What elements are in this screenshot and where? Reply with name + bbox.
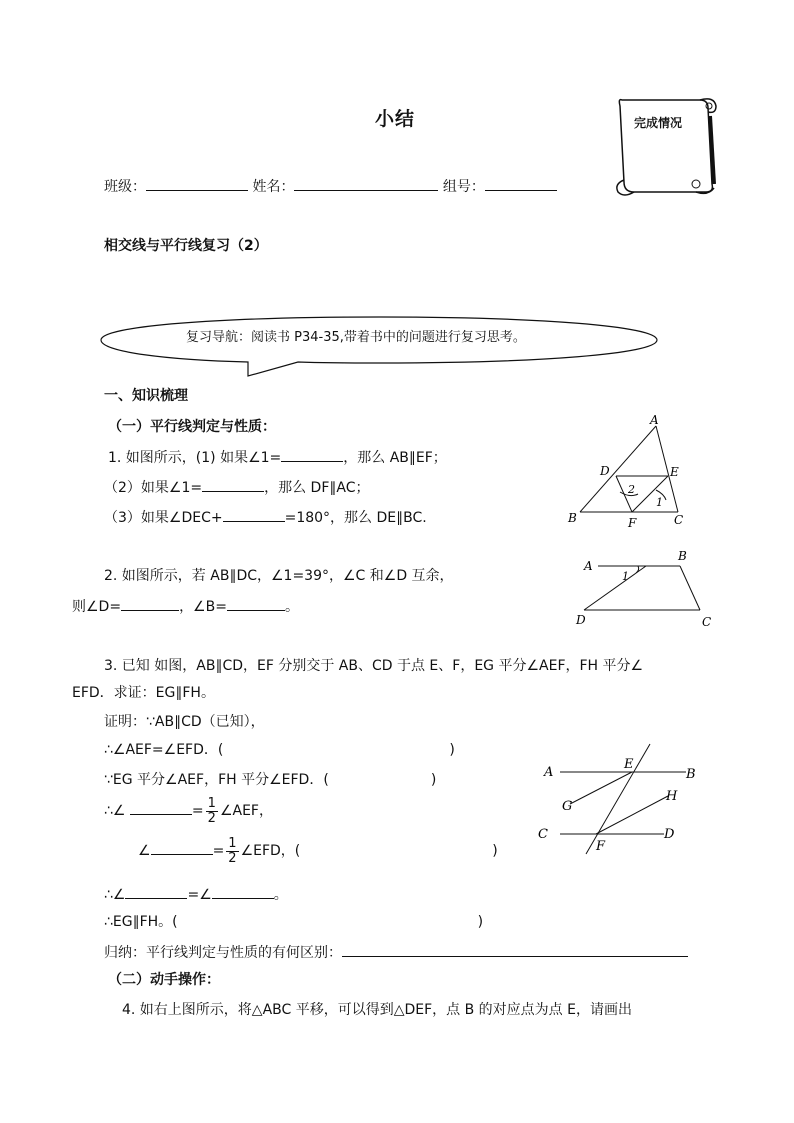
point-c-label: C xyxy=(674,513,684,527)
question-2-d-label: 则∠D= xyxy=(72,599,122,615)
section-heading: 一、知识梳理 xyxy=(104,388,188,404)
question-1b-prefix: （2）如果∠1= xyxy=(104,480,203,496)
proof-step-2 xyxy=(104,740,455,760)
answer-blank[interactable] xyxy=(223,507,285,522)
proof-step-3-close: ) xyxy=(430,772,437,788)
question-1c-prefix: （3）如果∠DEC+ xyxy=(104,510,223,526)
question-2-b-label: ，∠B= xyxy=(179,599,227,615)
point-e-label: E xyxy=(624,757,634,772)
class-label: 班级： xyxy=(104,179,146,195)
subsection-heading-1: （一）平行线判定与性质： xyxy=(108,419,276,435)
proof-step-4-suffix: ∠AEF， xyxy=(219,803,273,819)
fraction-denominator: 2 xyxy=(228,850,237,866)
summary-field[interactable] xyxy=(342,942,688,957)
class-field[interactable] xyxy=(146,176,248,191)
point-f-label: F xyxy=(596,839,606,854)
completion-scroll-badge xyxy=(610,92,726,204)
point-c-label: C xyxy=(702,615,712,629)
point-c-label: C xyxy=(538,827,548,842)
proof-step-7-close: ) xyxy=(477,914,484,930)
trapezoid-figure xyxy=(570,548,720,632)
ray-eg xyxy=(570,772,632,804)
equals-sign: = xyxy=(212,843,225,859)
question-2-end: 。 xyxy=(284,599,299,615)
proof-step-6-prefix: ∴∠ xyxy=(104,887,126,903)
section-subtitle: 相交线与平行线复习（2） xyxy=(104,238,268,254)
proof-step-2-text: ∴∠AEF=∠EFD．( xyxy=(104,742,224,758)
group-field[interactable] xyxy=(485,176,557,191)
point-a-label: A xyxy=(650,413,659,427)
subsection-heading-2: （二）动手操作： xyxy=(108,972,220,988)
angle-1-label: 1 xyxy=(656,496,663,509)
proof-step-5-close: ) xyxy=(492,843,498,859)
review-guide-callout xyxy=(98,314,660,378)
point-b-label: B xyxy=(678,549,687,563)
equals-sign: = xyxy=(191,803,204,819)
proof-step-4 xyxy=(104,796,273,826)
group-label: 组号： xyxy=(442,179,485,195)
question-3-line1: 3. 已知 如图，AB∥CD，EF 分别交于 AB、CD 于点 E、F，EG 平分∠AEF，FH 平分∠ xyxy=(104,658,644,674)
name-label: 姓名： xyxy=(252,179,295,195)
question-1b-suffix: ，那么 DF∥AC； xyxy=(264,480,370,496)
angle-2-label: 2 xyxy=(628,483,635,496)
fraction-numerator: 1 xyxy=(228,835,237,851)
question-1a-prefix: 1. 如图所示，(1) 如果∠1= xyxy=(108,450,282,466)
answer-blank[interactable] xyxy=(121,596,179,611)
answer-blank[interactable] xyxy=(202,477,264,492)
question-1a-suffix: ，那么 AB∥EF； xyxy=(343,450,447,466)
student-info-row xyxy=(104,176,557,197)
point-b-label: B xyxy=(686,767,696,782)
question-1b xyxy=(104,477,370,498)
proof-step-5 xyxy=(138,836,498,866)
question-1a xyxy=(108,447,447,468)
proof-step-7 xyxy=(104,912,483,932)
point-e-label: E xyxy=(670,465,679,479)
proof-step-6-end: 。 xyxy=(273,887,288,903)
proof-step-5-suffix: ∠EFD，( xyxy=(240,843,301,859)
question-1c-suffix: =180°，那么 DE∥BC. xyxy=(284,510,427,526)
page-title: 小结 xyxy=(375,108,416,130)
parallel-lines-figure xyxy=(536,738,706,858)
question-2-line2 xyxy=(72,596,299,617)
fraction-one-half xyxy=(226,837,238,866)
proof-step-5-prefix: ∠ xyxy=(138,843,151,859)
proof-step-4-prefix: ∴∠ xyxy=(104,803,126,819)
answer-blank[interactable] xyxy=(212,884,274,899)
point-a-label: A xyxy=(544,765,554,780)
angle-1-label: 1 xyxy=(622,570,629,583)
fraction-numerator: 1 xyxy=(207,795,216,811)
proof-step-6 xyxy=(104,884,288,905)
question-3-line2: EFD．求证：EG∥FH。 xyxy=(72,685,215,701)
ray-fh xyxy=(596,796,668,834)
answer-blank[interactable] xyxy=(227,596,285,611)
fraction-one-half xyxy=(206,797,218,826)
segment-bc xyxy=(680,566,700,610)
proof-step-3 xyxy=(104,770,436,790)
transversal-ef xyxy=(586,744,650,854)
point-d-label: D xyxy=(664,827,675,842)
answer-blank[interactable] xyxy=(125,884,187,899)
proof-step-6-middle: =∠ xyxy=(187,887,212,903)
answer-blank[interactable] xyxy=(281,447,343,462)
question-4: 4. 如右上图所示，将△ABC 平移，可以得到△DEF，点 B 的对应点为点 E，请画出 xyxy=(122,1002,632,1018)
point-d-label: D xyxy=(576,613,586,627)
proof-step-2-close: ) xyxy=(449,742,455,758)
answer-blank[interactable] xyxy=(130,800,192,815)
completion-label: 完成情况 xyxy=(634,116,683,130)
name-field[interactable] xyxy=(294,176,438,191)
summary-label: 归纳：平行线判定与性质的有何区别： xyxy=(104,945,342,961)
proof-step-7-text: ∴EG∥FH。( xyxy=(104,914,178,930)
question-1c xyxy=(104,507,427,528)
answer-blank[interactable] xyxy=(151,840,213,855)
point-h-label: H xyxy=(666,789,678,804)
triangle-figure xyxy=(560,412,700,534)
question-2-line1: 2. 如图所示，若 AB∥DC，∠1=39°，∠C 和∠D 互余， xyxy=(104,568,454,584)
point-g-label: G xyxy=(562,799,573,814)
summary-row xyxy=(104,942,688,963)
fraction-denominator: 2 xyxy=(207,810,216,826)
proof-step-3-text: ∵EG 平分∠AEF，FH 平分∠EFD．( xyxy=(104,772,329,788)
point-b-label: B xyxy=(568,511,577,525)
point-f-label: F xyxy=(628,516,637,530)
scroll-icon xyxy=(610,92,726,204)
review-guide-text: 复习导航：阅读书 P34-35,带着书中的问题进行复习思考。 xyxy=(186,330,526,345)
point-d-label: D xyxy=(600,464,610,478)
point-a-label: A xyxy=(584,559,593,573)
proof-step-1: 证明：∵AB∥CD（已知）， xyxy=(104,714,265,730)
